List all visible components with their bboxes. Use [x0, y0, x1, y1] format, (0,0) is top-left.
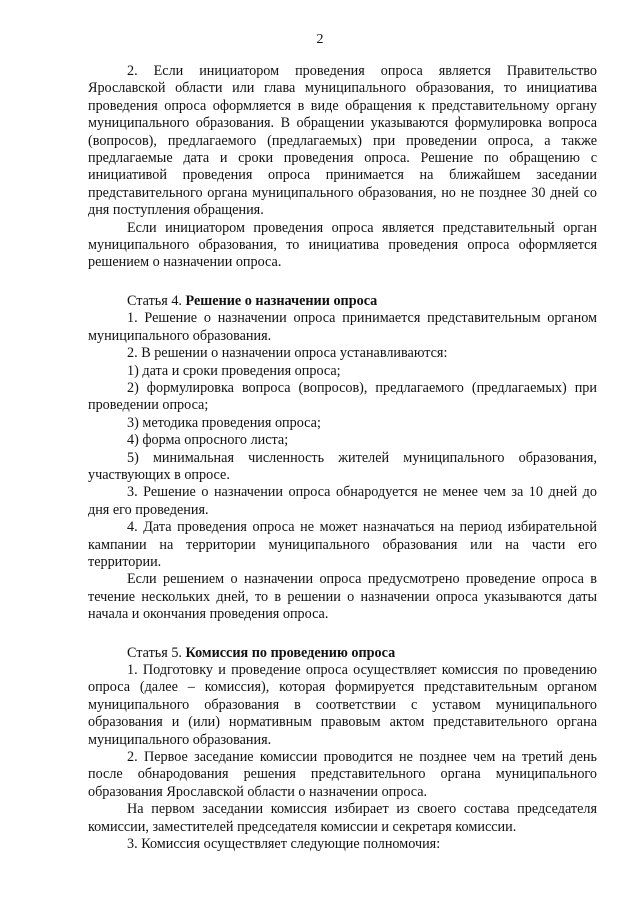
- paragraph-2-initiator-government: 2. Если инициатором проведения опроса является Правительство Ярославской области или глава муниципального образования, то инициатива проведения опроса оформляется в виде обращения к представительному органу муниципального образования. В обращении указываются формулировка вопроса (вопросов), предлагаемого (предлагаемых) при проведении опроса, а также предлагаемые дата и сроки проведения опроса. Решение по обращению с инициативой проведения опроса принимается на ближайшем заседании представительного органа муниципального образования, но не позднее 30 дней со дня поступления обращения.: [88, 63, 597, 219]
- article-4-paragraph-1: 1. Решение о назначении опроса принимается представительным органом муниципального образования.: [88, 310, 597, 344]
- list-item-date: 1) дата и сроки проведения опроса;: [127, 362, 341, 379]
- paragraph-initiator-representative-body: Если инициатором проведения опроса является представительный орган муниципального образования, то инициатива проведения опроса оформляется решением о назначении опроса.: [88, 219, 597, 271]
- article-5-prefix: Статья 5.: [127, 644, 186, 661]
- article-4-paragraph-multi-day: Если решением о назначении опроса предусмотрено проведение опроса в течение нескольких дней, то в решении о назначении опроса указываются даты начала и окончания проведения опроса.: [88, 571, 597, 623]
- article-5-paragraph-1: 1. Подготовку и проведение опроса осуществляет комиссия по проведению опроса (далее – комиссия), которая формируется представительным органом муниципального образования в соответствии с уставом муниципального образования и (или) нормативным правовым актом представительного органа муниципального образования.: [88, 662, 597, 748]
- article-4-heading: [88, 293, 597, 310]
- article-5-heading: [88, 645, 597, 662]
- article-5-paragraph-3: 3. Комиссия осуществляет следующие полномочия:: [127, 836, 441, 853]
- article-5-paragraph-first-meeting: На первом заседании комиссия избирает из своего состава председателя комиссии, заместителей председателя комиссии и секретаря комиссии.: [88, 801, 597, 835]
- list-item-min-count: 5) минимальная численность жителей муниципального образования, участвующих в опросе.: [88, 449, 597, 483]
- article-4-paragraph-4: 4. Дата проведения опроса не может назначаться на период избирательной кампании на территории муниципального образования или на части его территории.: [88, 519, 597, 570]
- list-item-question: 2) формулировка вопроса (вопросов), предлагаемого (предлагаемых) при проведении опроса;: [88, 379, 597, 414]
- article-4-title: Решение о назначении опроса: [185, 292, 378, 309]
- list-item-form: 4) форма опросного листа;: [127, 432, 289, 449]
- document-body: [88, 63, 597, 853]
- article-5-paragraph-2: 2. Первое заседание комиссии проводится не позднее чем на третий день после обнародования решения представительного органа муниципального образования Ярославской области о назначении опроса.: [88, 749, 597, 800]
- article-5-title: Комиссия по проведению опроса: [185, 644, 396, 661]
- page-number: 2: [316, 32, 324, 47]
- article-4-paragraph-2: 2. В решении о назначении опроса устанавливаются:: [127, 345, 448, 362]
- list-item-method: 3) методика проведения опроса;: [127, 414, 321, 431]
- article-4-paragraph-3: 3. Решение о назначении опроса обнародуется не менее чем за 10 дней до дня его проведения.: [88, 484, 597, 518]
- article-4-prefix: Статья 4.: [127, 292, 186, 309]
